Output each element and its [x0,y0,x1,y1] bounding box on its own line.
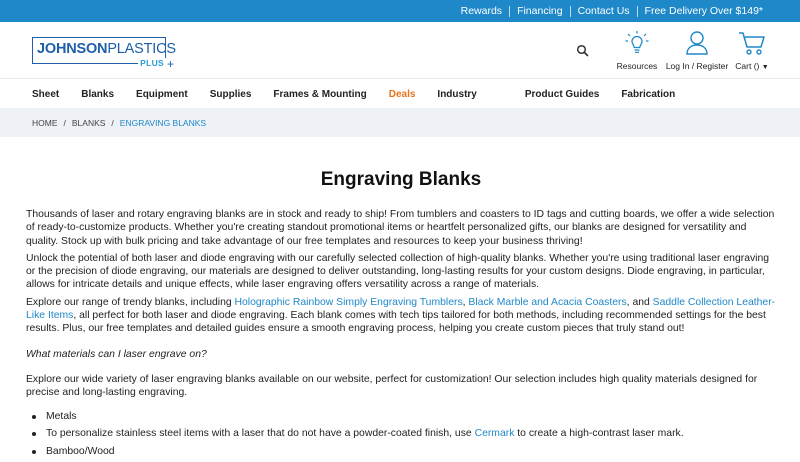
breadcrumb-home[interactable]: HOME [32,117,58,128]
nav-item-frames-mounting[interactable]: Frames & Mounting [273,88,367,100]
faq-question [26,348,776,361]
breadcrumb-blanks[interactable]: BLANKS [71,117,106,128]
nav-item-blanks[interactable]: Blanks [81,88,115,100]
intro-paragraph: Thousands of laser and rotary engraving blanks are in stock and ready to ship! From tumblers and coasters to ID tags and cutting boards, we offer a wide selection of ready-to-customize products. Whether you're creating standout promotional items or heartfelt personalized gifts, our blanks are designed for versatility and quality. Stock up with bulk pricing and take advantage of our free templates and resources to keep your business thriving! [26,209,775,247]
resources-link[interactable] [616,30,658,71]
logo-plus-text: PLUS [140,58,164,68]
cart-label [735,61,768,71]
main-content [26,137,776,462]
user-icon [685,30,709,56]
resources-label: Resources [616,61,658,71]
paragraph-text: , [462,296,469,308]
cart-text: Cart () [735,61,760,71]
free-delivery-link[interactable]: Free Delivery Over $149* [644,5,763,17]
nav-item-sheet[interactable]: Sheet [32,88,60,100]
list-item-text: To personalize stainless steel items with a laser that do not have a powder-coated finish, use [46,428,475,440]
login-label: Log In / Register [665,61,729,71]
chevron-down-icon: ▼ [761,64,769,71]
diode-paragraph: Unlock the potential of both laser and diode engraving with our carefully selected collection of high-quality blanks. Whether you're using traditional laser engraving or the precision of diode engraving, our materials are designed to deliver outstanding, long-lasting results for your custom designs. Diode engraving, in particular, allows for intricate details and unique effects, while laser engraving offers versatility across a range of materials. [26,252,770,291]
paragraph-text: Explore our range of trendy blanks, including [26,296,235,308]
logo-cross-icon: + [166,57,174,71]
logo-word-plastics: PLASTICS [107,41,176,57]
materials-paragraph: Explore our wide variety of laser engraving blanks available on our website, perfect for customization! Our selection includes high quality materials designed for precise and long-lasting engraving. [26,373,758,399]
nav-item-deals[interactable]: Deals [388,88,416,100]
list-item [26,427,776,440]
breadcrumb-separator: / [63,117,66,128]
trendy-blanks-paragraph [26,296,776,336]
breadcrumb-separator: / [111,117,114,128]
page-title: Engraving Blanks [320,169,482,190]
logo-wordmark [37,41,176,57]
list-item-text: to create a high-contrast laser mark. [514,428,684,440]
cermark-link[interactable]: Cermark [474,428,515,440]
logo-word-johnson: JOHNSON [37,41,108,57]
question-text: What materials can I laser engrave on? [26,348,207,360]
financing-link[interactable]: Financing [517,5,563,17]
paragraph-text: , and [626,296,653,308]
nav-item-fabrication[interactable]: Fabrication [621,88,676,100]
marble-acacia-coasters-link[interactable]: Black Marble and Acacia Coasters [468,296,627,308]
site-header [0,22,800,78]
breadcrumb [0,108,800,137]
holographic-tumblers-link[interactable]: Holographic Rainbow Simply Engraving Tumblers [234,296,463,308]
login-register-link[interactable] [666,30,728,71]
materials-list [26,410,776,458]
main-nav [0,78,800,109]
breadcrumb-current: ENGRAVING BLANKS [119,117,207,128]
nav-item-product-guides[interactable]: Product Guides [524,88,600,100]
cart-link[interactable] [734,30,770,71]
lightbulb-icon [625,30,649,56]
list-item: Bamboo/Wood [26,445,776,458]
cart-icon [738,30,766,56]
utility-bar [0,0,800,22]
saddle-collection-link[interactable]: Saddle Collection Leather-Like Items [26,296,776,322]
nav-item-supplies[interactable]: Supplies [209,88,252,100]
nav-item-equipment[interactable]: Equipment [136,88,188,100]
list-item: Metals [26,410,776,423]
contact-us-link[interactable]: Contact Us [577,5,630,17]
nav-item-industry[interactable]: Industry [437,88,477,100]
paragraph-text: , all perfect for both laser and diode engraving. Each blank comes with tech tips tailored for both methods, including recommended settings for the best results. Plus, our free templates and detailed guides ensure a smooth engraving process, helping you create custom pieces that truly stand out! [26,310,766,335]
rewards-link[interactable]: Rewards [460,5,503,17]
search-icon[interactable] [576,44,590,58]
site-logo[interactable] [32,37,176,71]
